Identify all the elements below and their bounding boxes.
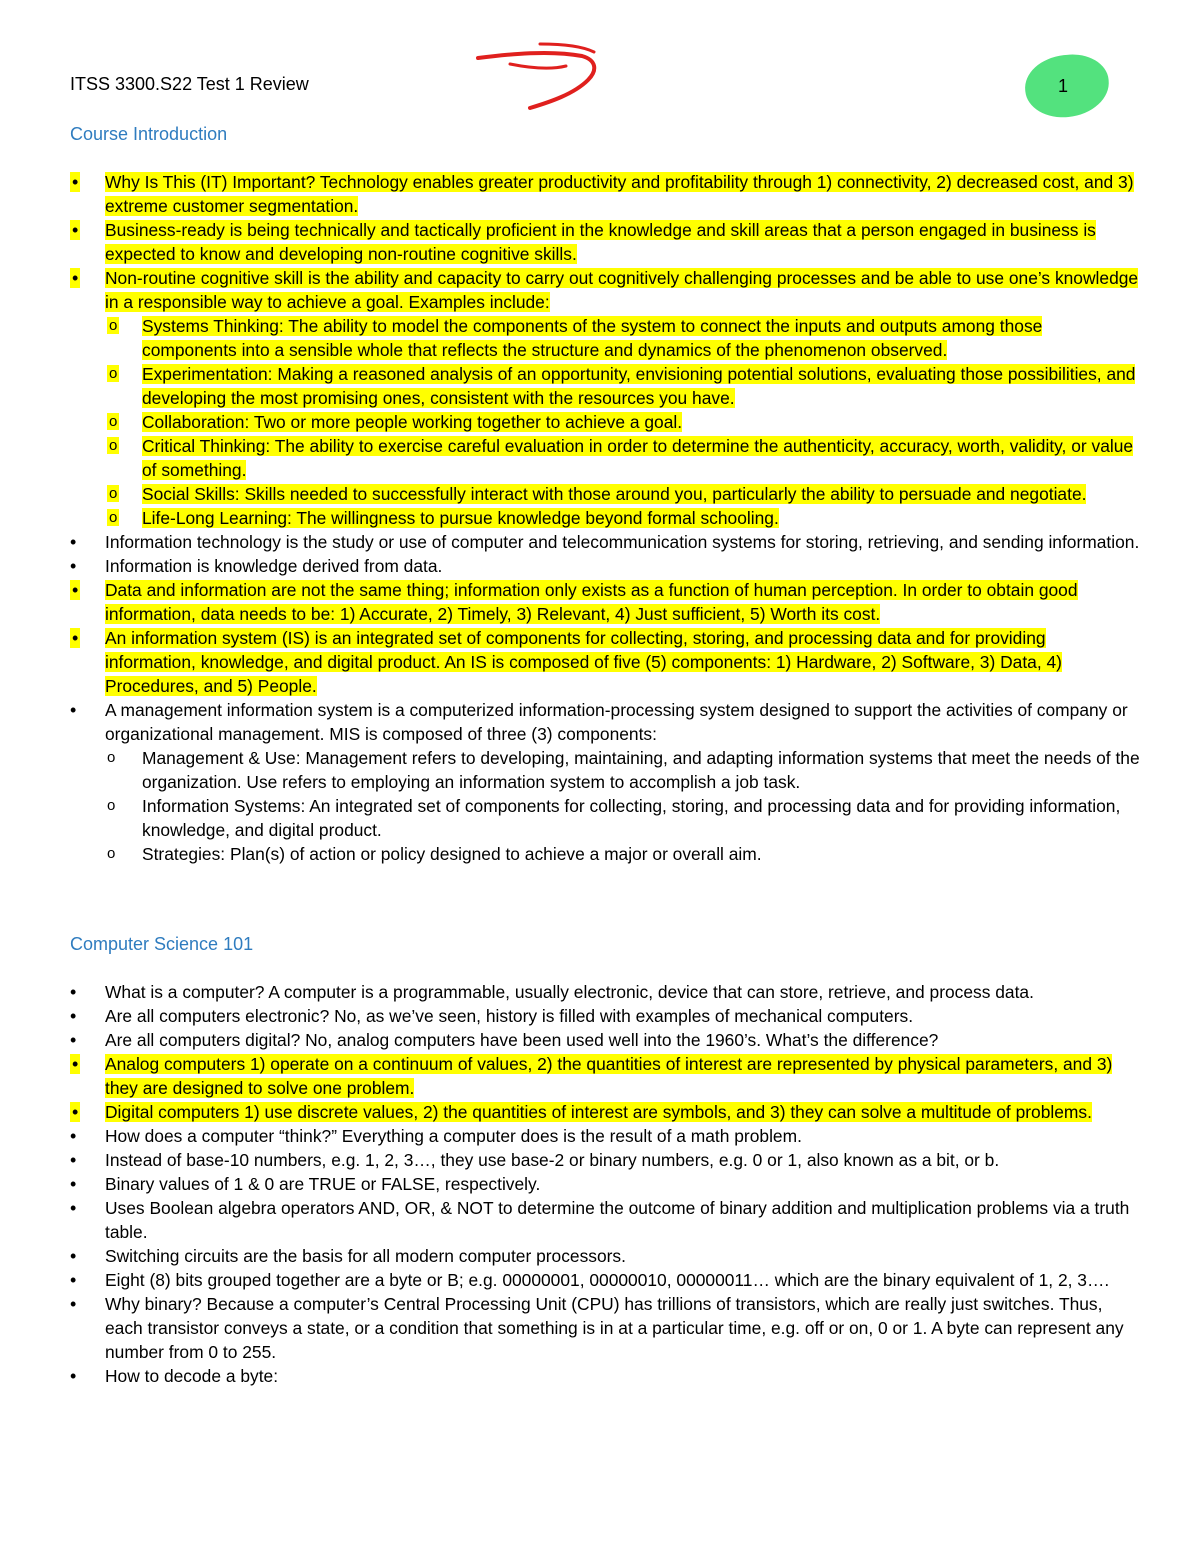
list-item: o Collaboration: Two or more people working together to achieve a goal. bbox=[109, 412, 683, 432]
list-item: • Data and information are not the same thing; information only exists as a function of human perception. In order to obtain good information, data needs to be: 1) Accurate, 2) Timely, 3) Relevant, 4) Just sufficient, 5) Worth its cost. bbox=[72, 580, 1078, 624]
list-item: • Information technology is the study or use of computer and telecommunication systems for storing, retrieving, and sending information. bbox=[70, 532, 1140, 552]
list-item: o Social Skills: Skills needed to successfully interact with those around you, particularly the ability to persuade and negotiate. bbox=[109, 484, 1087, 504]
list-item: o Management & Use: Management refers to developing, maintaining, and adapting information systems that meet the needs of the organization. Use refers to employing an information system to accomplish a job task. bbox=[107, 748, 1140, 792]
document-header-title: ITSS 3300.S22 Test 1 Review bbox=[70, 74, 309, 94]
list-item: o Life-Long Learning: The willingness to pursue knowledge beyond formal schooling. bbox=[109, 508, 779, 528]
list-item: • How does a computer “think?” Everything a computer does is the result of a math problem. bbox=[70, 1126, 802, 1146]
list-item: • Analog computers 1) operate on a continuum of values, 2) the quantities of interest are represented by physical parameters, and 3) they are designed to solve one problem. bbox=[72, 1054, 1113, 1098]
section-heading-course-introduction: Course Introduction bbox=[70, 124, 228, 144]
list-item: o Strategies: Plan(s) of action or policy designed to achieve a major or overall aim. bbox=[107, 844, 762, 864]
list-item: • Binary values of 1 & 0 are TRUE or FALSE, respectively. bbox=[70, 1174, 541, 1194]
list-item: • Instead of base-10 numbers, e.g. 1, 2, 3…, they use base-2 or binary numbers, e.g. 0 or 1, also known as a bit, or b. bbox=[70, 1150, 1000, 1170]
section-heading-computer-science-101: Computer Science 101 bbox=[70, 934, 254, 954]
list-item: o Information Systems: An integrated set of components for collecting, storing, and processing data and for providing information, knowledge, and digital product. bbox=[107, 796, 1121, 840]
list-item: • Information is knowledge derived from data. bbox=[70, 556, 443, 576]
red-pen-annotation bbox=[470, 36, 610, 116]
list-item: o Critical Thinking: The ability to exercise careful evaluation in order to determine the authenticity, accuracy, worth, validity, or value of something. bbox=[109, 436, 1134, 480]
list-item: • How to decode a byte: bbox=[70, 1366, 279, 1386]
list-item: • Are all computers digital? No, analog computers have been used well into the 1960’s. What’s the difference? bbox=[70, 1030, 939, 1050]
list-item: • Business-ready is being technically and tactically proficient in the knowledge and skill areas that a person engaged in business is expected to know and developing non-routine cognitive skills. bbox=[72, 220, 1096, 264]
page-number: 1 bbox=[1058, 76, 1069, 96]
list-item: • Uses Boolean algebra operators AND, OR, & NOT to determine the outcome of binary addition and multiplication problems via a truth table. bbox=[70, 1198, 1130, 1242]
course-introduction-list bbox=[0, 170, 1200, 866]
list-item: o Experimentation: Making a reasoned analysis of an opportunity, envisioning potential solutions, evaluating those possibilities, and developing the most promising ones, consistent with the resources you have. bbox=[109, 364, 1136, 408]
list-item: • A management information system is a computerized information-processing system designed to support the activities of company or organizational management. MIS is composed of three (3) components: bbox=[70, 700, 1128, 744]
list-item: • Are all computers electronic? No, as we’ve seen, history is filled with examples of mechanical computers. bbox=[70, 1006, 914, 1026]
list-item: • Switching circuits are the basis for all modern computer processors. bbox=[70, 1246, 626, 1266]
list-item: o Systems Thinking: The ability to model the components of the system to connect the inputs and outputs among those components into a sensible whole that reflects the structure and dynamics of the phenomenon observed. bbox=[109, 316, 1043, 360]
list-item: • Why binary? Because a computer’s Central Processing Unit (CPU) has trillions of transistors, which are really just switches. Thus, each transistor conveys a state, or a condition that something is in at a particular time, e.g. off or on, 0 or 1. A byte can represent any number from 0 to 255. bbox=[70, 1294, 1124, 1362]
list-item: • What is a computer? A computer is a programmable, usually electronic, device that can store, retrieve, and process data. bbox=[70, 982, 1034, 1002]
list-item: • Why Is This (IT) Important? Technology enables greater productivity and profitability through 1) connectivity, 2) decreased cost, and 3) extreme customer segmentation. bbox=[72, 172, 1134, 216]
list-item: • Eight (8) bits grouped together are a byte or B; e.g. 00000001, 00000010, 00000011… which are the binary equivalent of 1, 2, 3…. bbox=[70, 1270, 1110, 1290]
list-item: • An information system (IS) is an integrated set of components for collecting, storing, and processing data and for providing information, knowledge, and digital product. An IS is composed of five (5) components: 1) Hardware, 2) Software, 3) Data, 4) Procedures, and 5) People. bbox=[72, 628, 1062, 696]
list-item: • Non-routine cognitive skill is the ability and capacity to carry out cognitively challenging processes and be able to use one’s knowledge in a responsible way to achieve a goal. Examples include: bbox=[72, 268, 1139, 312]
computer-science-list bbox=[0, 980, 1200, 1388]
list-item: • Digital computers 1) use discrete values, 2) the quantities of interest are symbols, and 3) they can solve a multitude of problems. bbox=[72, 1102, 1092, 1122]
